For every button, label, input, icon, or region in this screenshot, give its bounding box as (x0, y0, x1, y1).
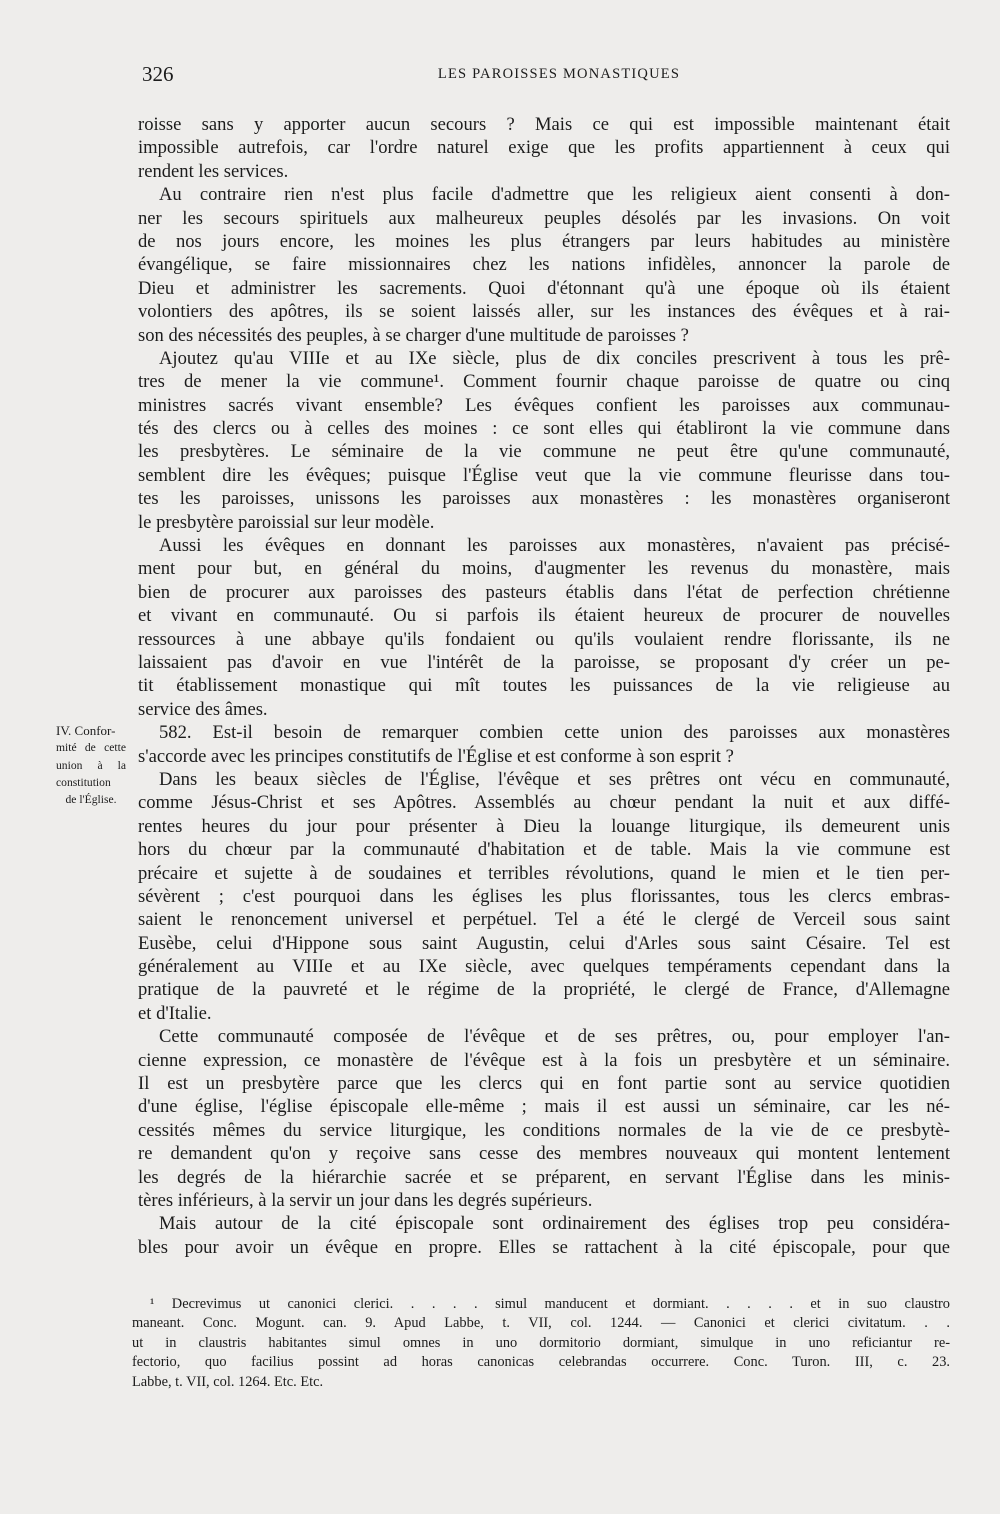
margin-note-line: constitution (56, 775, 111, 789)
text-line: Aussi les évêques en donnant les paroisses aux monastères, n'avaient pas précisé- (159, 535, 950, 557)
text-line: tères inférieurs, à la servir un jour dans les degrés supérieurs. (138, 1189, 593, 1211)
margin-note-line: IV. Confor- (56, 723, 116, 738)
text-line: Au contraire rien n'est plus facile d'admettre que les religieux aient consenti à don- (159, 184, 950, 206)
text-line: roisse sans y apporter aucun secours ? Mais ce qui est impossible maintenant était (138, 114, 950, 135)
text-line: saient le renoncement universel et perpétuel. Tel a été le clergé de Verceil sous saint (138, 909, 950, 931)
body-text (138, 113, 950, 1259)
text-line: les degrés de la hiérarchie sacrée et se préparent, en servant l'Église dans les minis- (138, 1166, 950, 1188)
margin-note (56, 722, 126, 808)
text-line: généralement au VIIIe et au IXe siècle, avec quelques tempéraments cependant dans la (138, 956, 950, 978)
text-line: Dieu et administrer les sacrements. Quoi d'étonnant qu'à une époque où ils étaient (138, 277, 950, 299)
text-line: cienne expression, ce monastère de l'évêque est à la fois un presbytère et un séminaire. (138, 1049, 950, 1071)
text-line: précaire et sujette à de soudaines et terribles révolutions, quand le mien et le tien per- (138, 862, 950, 884)
text-line: pratique de la pauvreté et le régime de la propriété, le clergé de France, d'Allemagne (138, 979, 950, 1001)
footnote-line: ¹ Decrevimus ut canonici clerici. . . . . simul manducent et dormiant. . . . . et in suo claustro (150, 1296, 950, 1312)
text-line: les presbytères. Le séminaire de la vie commune ne peut être qu'une communauté, (138, 441, 950, 463)
text-line: volontiers des apôtres, ils se soient laissés aller, sur les instances des évêques et à rai- (138, 301, 950, 323)
text-line: comme Jésus-Christ et ses Apôtres. Assemblés au chœur pendant la nuit et aux diffé- (138, 792, 950, 814)
running-title: LES PAROISSES MONASTIQUES (437, 66, 681, 82)
text-line: bien de procurer aux paroisses des pasteurs établis dans l'état de perfection chrétienne (138, 581, 950, 603)
text-line: rendent les services. (138, 160, 289, 182)
margin-note-line: mité de cette (56, 741, 126, 755)
text-line: son des nécessités des peuples, à se charger d'une multitude de paroisses ? (138, 324, 689, 346)
text-line: bles pour avoir un évêque en propre. Elles se rattachent à la cité épiscopale, pour que (138, 1236, 950, 1258)
text-line: service des âmes. (138, 698, 268, 720)
text-line: ner les secours spirituels aux malheureux peuples désolés par les invasions. On voit (138, 207, 950, 229)
text-line: Il est un presbytère parce que les clercs qui en font partie sont au service quotidien (138, 1073, 950, 1095)
text-line: le presbytère paroissial sur leur modèle. (138, 511, 435, 533)
text-line: sévèrent ; c'est pourquoi dans les églises les plus florissantes, tous les clercs embras- (138, 885, 950, 907)
text-line: laissaient pas d'avoir en vue l'intérêt de la paroisse, se proposant d'y créer un pe- (138, 651, 950, 673)
text-line: impossible autrefois, car l'ordre naturel exige que les profits appartiennent à ceux qui (138, 137, 950, 159)
text-line: hors du chœur par la communauté d'habitation et de table. Mais la vie commune est (138, 839, 950, 861)
text-line: Dans les beaux siècles de l'Église, l'évêque et ses prêtres ont vécu en communauté, (159, 768, 950, 790)
text-line: Ajoutez qu'au VIIIe et au IXe siècle, plus de dix conciles prescrivent à tous les prê- (159, 347, 950, 369)
text-line: ment pour but, en général du moins, d'augmenter les revenus du monastère, mais (138, 558, 950, 580)
text-line: ministres sacrés vivant ensemble? Les évêques confient les paroisses aux communau- (138, 394, 950, 416)
footnote-line: Labbe, t. VII, col. 1264. Etc. Etc. (132, 1373, 324, 1390)
text-line: tres de mener la vie commune¹. Comment fournir chaque paroisse de quatre ou cinq (138, 371, 950, 393)
text-line: semblent dire les évêques; puisque l'Église veut que la vie commune fleurisse dans tou- (138, 464, 950, 486)
text-line: Eusèbe, celui d'Hippone sous saint Augustin, celui d'Arles sous saint Césaire. Tel est (138, 932, 950, 954)
text-line: 582. Est-il besoin de remarquer combien cette union des paroisses aux monastères (159, 722, 950, 744)
footnotes (132, 1295, 950, 1392)
margin-note-line: de l'Église. (65, 793, 117, 807)
text-line: et d'Italie. (138, 1002, 212, 1024)
page-number: 326 (142, 62, 174, 86)
text-line: de nos jours encore, les moines les plus étrangers par leurs habitudes au ministère (138, 230, 950, 252)
margin-note-line: union à la (56, 758, 126, 772)
text-line: Mais autour de la cité épiscopale sont ordinairement des églises trop peu considéra- (159, 1213, 950, 1235)
text-line: tes les paroisses, unissons les paroisses aux monastères : les monastères organiseront (138, 488, 950, 510)
text-line: tit établissement monastique qui mît toutes les puissances de la vie religieuse au (138, 675, 950, 697)
text-line: cessités mêmes du service liturgique, les conditions normales de la vie de ce presbytè- (138, 1119, 950, 1141)
text-line: s'accorde avec les principes constitutifs de l'Église et est conforme à son esprit ? (138, 745, 734, 767)
text-line: re demandent qu'on y reçoive sans cesse des membres nouveaux qui montent lentement (138, 1143, 950, 1165)
text-line: Cette communauté composée de l'évêque et de ses prêtres, ou, pour employer l'an- (159, 1026, 950, 1048)
text-line: d'une église, l'église épiscopale elle-même ; mais il est aussi un séminaire, car les né- (138, 1096, 950, 1118)
text-line: ressources à une abbaye qu'ils fondaient ou qu'ils voulaient rendre florissante, ils ne (138, 628, 950, 650)
page-header (138, 62, 950, 92)
text-line: et vivant en communauté. Ou si parfois ils étaient heureux de procurer de nouvelles (138, 605, 950, 627)
footnote-line: maneant. Conc. Mogunt. can. 9. Apud Labbe, t. VII, col. 1244. — Canonici et clerici civitatum. . . (132, 1315, 950, 1332)
footnote-line: ut in claustris habitantes simul omnes in uno dormitorio dormiant, simulque in uno reficiantur re- (132, 1334, 950, 1351)
text-line: tés des clercs ou à celles des moines : ce sont elles qui établiront la vie commune dans (138, 418, 950, 440)
text-line: rentes heures du jour pour présenter à Dieu la louange liturgique, ils demeurent unis (138, 815, 950, 837)
text-line: évangélique, se faire missionnaires chez les nations infidèles, annoncer la parole de (138, 254, 950, 276)
footnote-line: fectorio, quo facilius possint ad horas canonicas celebrandas occurrere. Conc. Turon. III, c. 23. (132, 1354, 950, 1371)
